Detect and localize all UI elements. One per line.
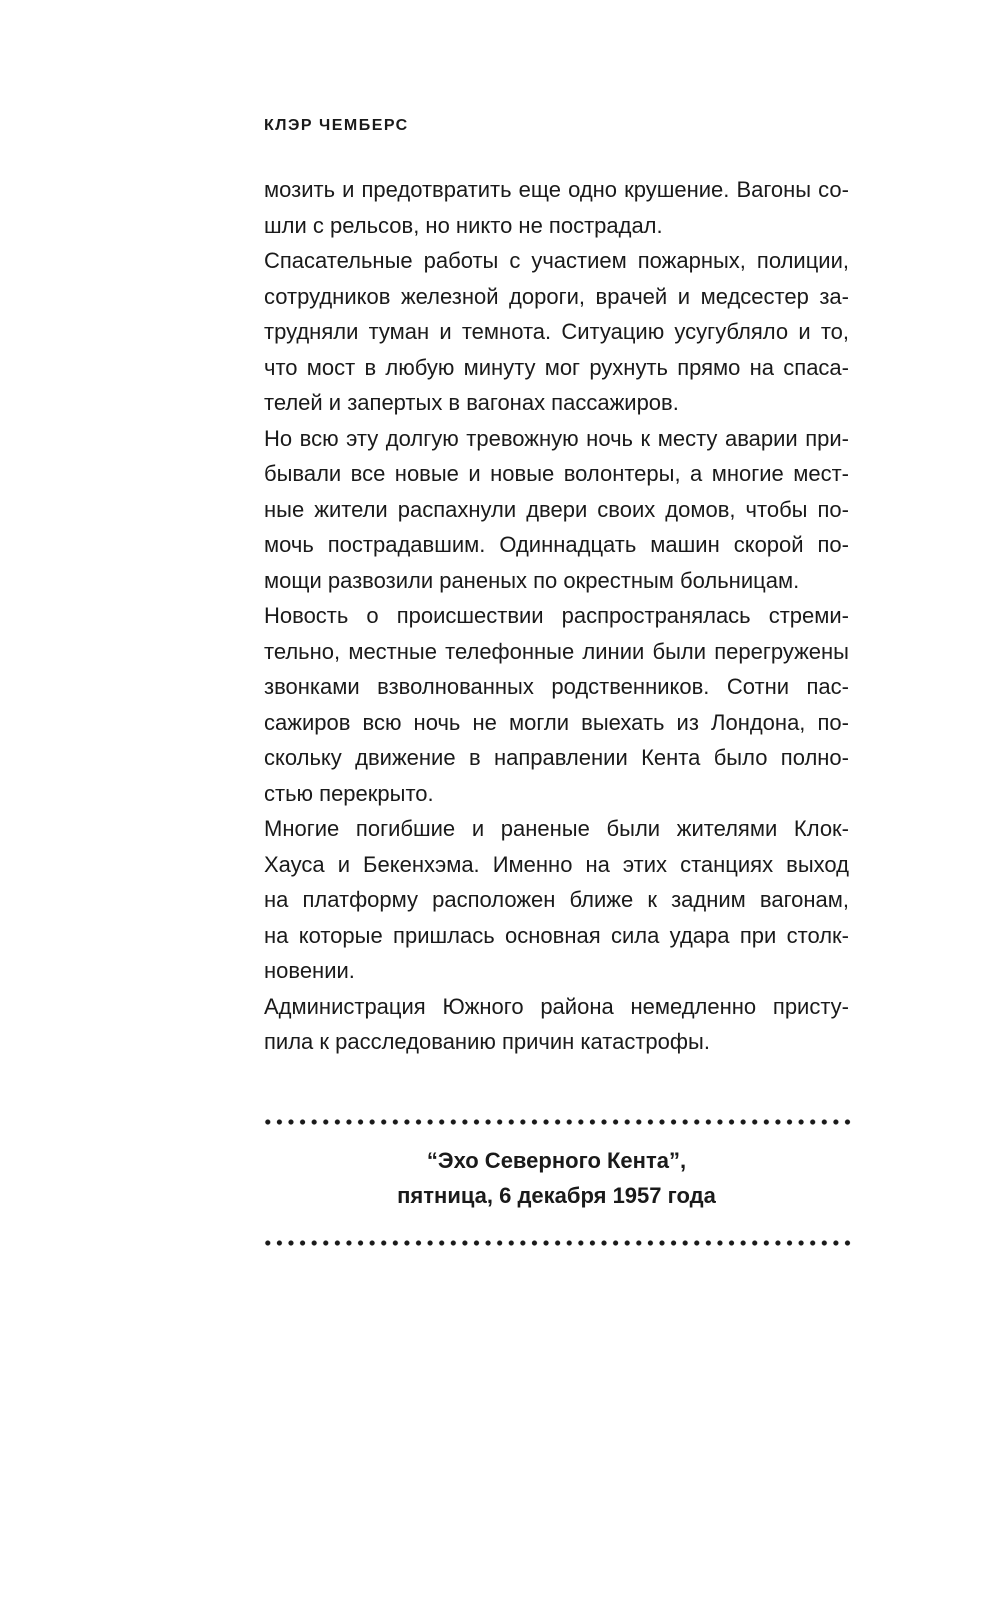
text-line: ные жители распахнули двери своих домов, чтобы по- (264, 496, 849, 522)
text-line: что мост в любую минуту мог рухнуть прямо на спаса- (264, 354, 849, 380)
text-line: Администрация Южного района немедленно присту- (264, 993, 849, 1019)
newspaper-date: пятница, 6 декабря 1957 года (397, 1183, 716, 1208)
body-text (264, 172, 849, 1060)
dotted-divider-bottom (262, 1239, 852, 1247)
text-line: трудняли туман и темнота. Ситуацию усугубляло и то, (264, 319, 849, 344)
text-line: сотрудников железной дороги, врачей и медсестер за- (264, 283, 849, 309)
running-head-author: КЛЭР ЧЕМБЕРС (264, 117, 409, 134)
text-line: Хауса и Бекенхэма. Именно на этих станциях выход (264, 851, 849, 877)
text-line: новении. (264, 958, 355, 983)
text-line: на платформу расположен ближе к задним вагонам, (264, 887, 849, 912)
text-line: Но всю эту долгую тревожную ночь к месту аварии при- (264, 425, 849, 451)
text-line: мозить и предотвратить еще одно крушение. Вагоны со- (264, 177, 849, 202)
text-line: Многие погибшие и раненые были жителями Клок- (264, 816, 849, 841)
dotted-divider-top (262, 1118, 852, 1126)
text-line: Новость о происшествии распространялась стреми- (264, 603, 849, 628)
text-line: телей и запертых в вагонах пассажиров. (264, 390, 679, 415)
text-line: скольку движение в направлении Кента было полно- (264, 745, 849, 770)
text-line: мочь пострадавшим. Одиннадцать машин скорой по- (264, 532, 849, 557)
text-line: сажиров всю ночь не могли выехать из Лондона, по- (264, 709, 849, 735)
text-line: бывали все новые и новые волонтеры, а многие мест- (264, 461, 849, 486)
text-line: стью перекрыто. (264, 780, 434, 806)
text-line: на которые пришлась основная сила удара при столк- (264, 922, 849, 948)
text-line: пила к расследованию причин катастрофы. (264, 1029, 710, 1054)
text-line: шли с рельсов, но никто не пострадал. (264, 212, 663, 238)
newspaper-source (264, 1143, 849, 1213)
text-line: звонками взволнованных родственников. Сотни пас- (264, 674, 849, 699)
text-line: мощи развозили раненых по окрестным больницам. (264, 567, 800, 593)
text-line: Спасательные работы с участием пожарных, полиции, (264, 248, 849, 273)
text-line: тельно, местные телефонные линии были перегружены (264, 638, 849, 664)
newspaper-title: “Эхо Северного Кента”, (426, 1148, 687, 1173)
